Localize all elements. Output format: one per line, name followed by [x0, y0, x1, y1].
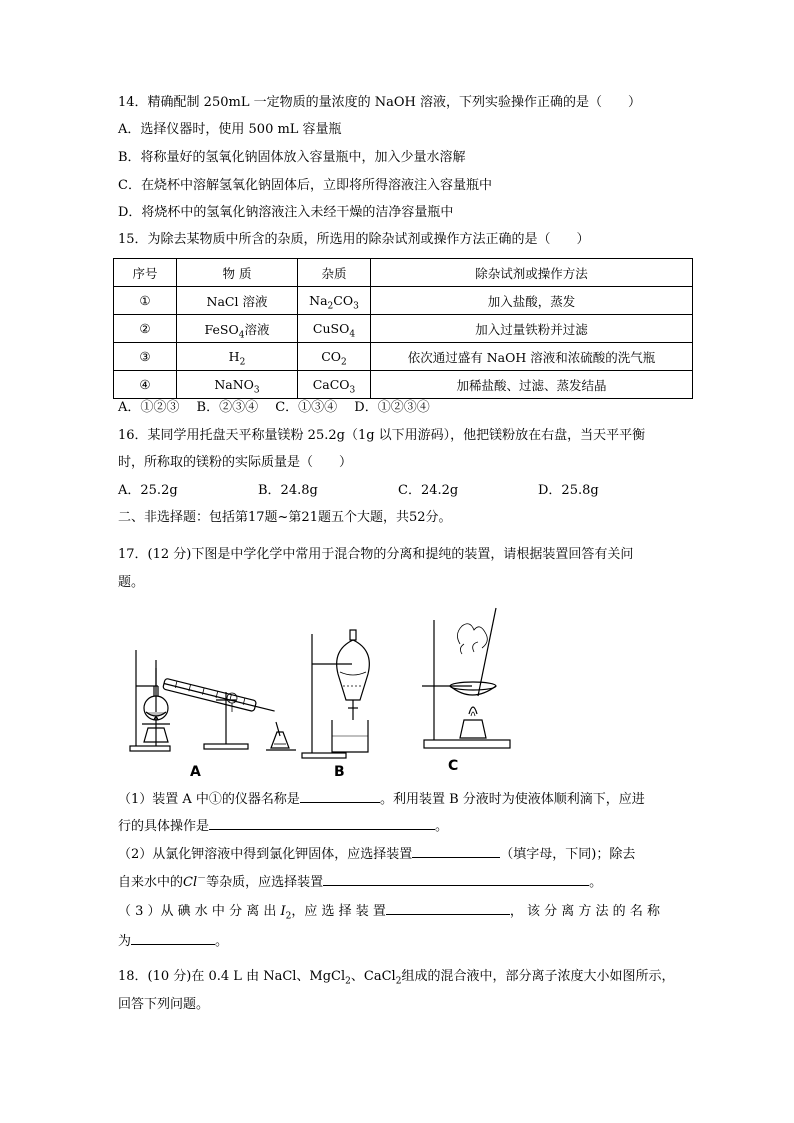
answer-blank[interactable]	[300, 788, 380, 803]
q17-part3-line1: （ 3 ）从 碘 水 中 分 离 出 $I_2$，应 选 择 装 置 ， 该 分 离 方 法 的 名 称	[118, 900, 660, 921]
header-cell: 物 质	[177, 259, 298, 287]
q14-option-d: D．将烧杯中的氢氧化钠溶液注入未经干燥的洁净容量瓶中	[118, 205, 454, 220]
q17-part1-line2: 行的具体操作是 。	[118, 815, 448, 836]
row-number: ③	[114, 343, 177, 371]
method-cell: 加入过量铁粉并过滤	[371, 315, 693, 343]
answer-blank[interactable]	[131, 930, 215, 945]
apparatus-b-label: B	[334, 764, 345, 780]
q16-option-a: A．25.2g	[118, 483, 178, 498]
row-number: ①	[114, 287, 177, 315]
header-cell: 除杂试剂或操作方法	[371, 259, 693, 287]
header-cell: 序号	[114, 259, 177, 287]
q15-stem: 15．为除去某物质中所含的杂质，所选用的除杂试剂或操作方法正确的是（ ）	[118, 232, 590, 247]
q17-part1-line1: （1）装置 A 中①的仪器名称是 。利用装置 B 分液时为使液体顺利滴下，应进	[118, 788, 645, 809]
q18-stem-line2: 回答下列问题。	[118, 997, 210, 1012]
method-cell: 加入盐酸，蒸发	[371, 287, 693, 315]
answer-blank[interactable]	[412, 843, 500, 858]
table-header-row	[114, 259, 693, 287]
row-number: ④	[114, 371, 177, 399]
substance-cell: $H_2$	[177, 343, 298, 371]
q17-stem-line2: 题。	[118, 575, 145, 590]
q16-option-b: B．24.8g	[258, 483, 318, 498]
q17-part3-line2: 为 。	[118, 930, 228, 951]
row-number: ②	[114, 315, 177, 343]
q14-option-c: C．在烧杯中溶解氢氧化钠固体后，立即将所得溶液注入容量瓶中	[118, 178, 492, 193]
apparatus-c-label: C	[448, 758, 459, 774]
apparatus-b-separatory-funnel	[300, 624, 380, 760]
substance-cell: NaCl 溶液	[177, 287, 298, 315]
table-row	[114, 315, 693, 343]
apparatus-a-distillation	[128, 640, 298, 762]
q14-option-a: A．选择仪器时，使用 500 mL 容量瓶	[118, 122, 342, 137]
substance-cell: NaNO$_3$	[177, 371, 298, 399]
table-row	[114, 371, 693, 399]
q14-stem: 14．精确配制 250mL 一定物质的量浓度的 NaOH 溶液，下列实验操作正确的是（ ）	[118, 95, 641, 110]
method-cell: 依次通过盛有 NaOH 溶液和浓硫酸的洗气瓶	[371, 343, 693, 371]
q16-stem-line2: 时，所称取的镁粉的实际质量是（ ）	[118, 455, 353, 470]
section2-heading: 二、非选择题：包括第17题~第21题五个大题，共52分。	[118, 510, 452, 525]
apparatus-a-label: A	[190, 764, 201, 780]
q16-option-c: C．24.2g	[398, 483, 459, 498]
q15-options: A．①②③ B．②③④ C．①③④ D．①②③④	[118, 400, 430, 415]
q16-option-d: D．25.8g	[538, 483, 599, 498]
q17-stem-line1: 17．(12 分)下图是中学化学中常用于混合物的分离和提纯的装置，请根据装置回答有关问	[118, 547, 634, 562]
q17-part2-line2: 自来水中的Cl－等杂质，应选择装置 。	[118, 871, 602, 892]
answer-blank[interactable]	[323, 871, 589, 886]
substance-cell: FeSO$_4$溶液	[177, 315, 298, 343]
q17-part2-line1: （2）从氯化钾溶液中得到氯化钾固体，应选择装置 （填字母，下同)；除去	[118, 843, 635, 864]
impurity-cell: CuSO$_4$	[298, 315, 371, 343]
q15-table	[113, 258, 693, 399]
answer-blank[interactable]	[386, 900, 510, 915]
impurity-cell: $CO_2$	[298, 343, 371, 371]
impurity-cell: $Na_2CO_3$	[298, 287, 371, 315]
table-row	[114, 343, 693, 371]
answer-blank[interactable]	[209, 815, 435, 830]
header-cell: 杂质	[298, 259, 371, 287]
q18-stem-line1: 18．(10 分)在 0.4 L 由 NaCl、MgCl$_2$、CaCl$_2$组成的混合液中，部分离子浓度大小如图所示，	[118, 969, 675, 987]
apparatus-c-evaporation	[414, 600, 514, 756]
q14-option-b: B．将称量好的氢氧化钠固体放入容量瓶中，加入少量水溶解	[118, 150, 466, 165]
q16-stem-line1: 16．某同学用托盘天平称量镁粉 25.2g（1g 以下用游码），他把镁粉放在右盘，当天平平衡	[118, 428, 646, 443]
table-row	[114, 287, 693, 315]
impurity-cell: CaCO$_3$	[298, 371, 371, 399]
method-cell: 加稀盐酸、过滤、蒸发结晶	[371, 371, 693, 399]
